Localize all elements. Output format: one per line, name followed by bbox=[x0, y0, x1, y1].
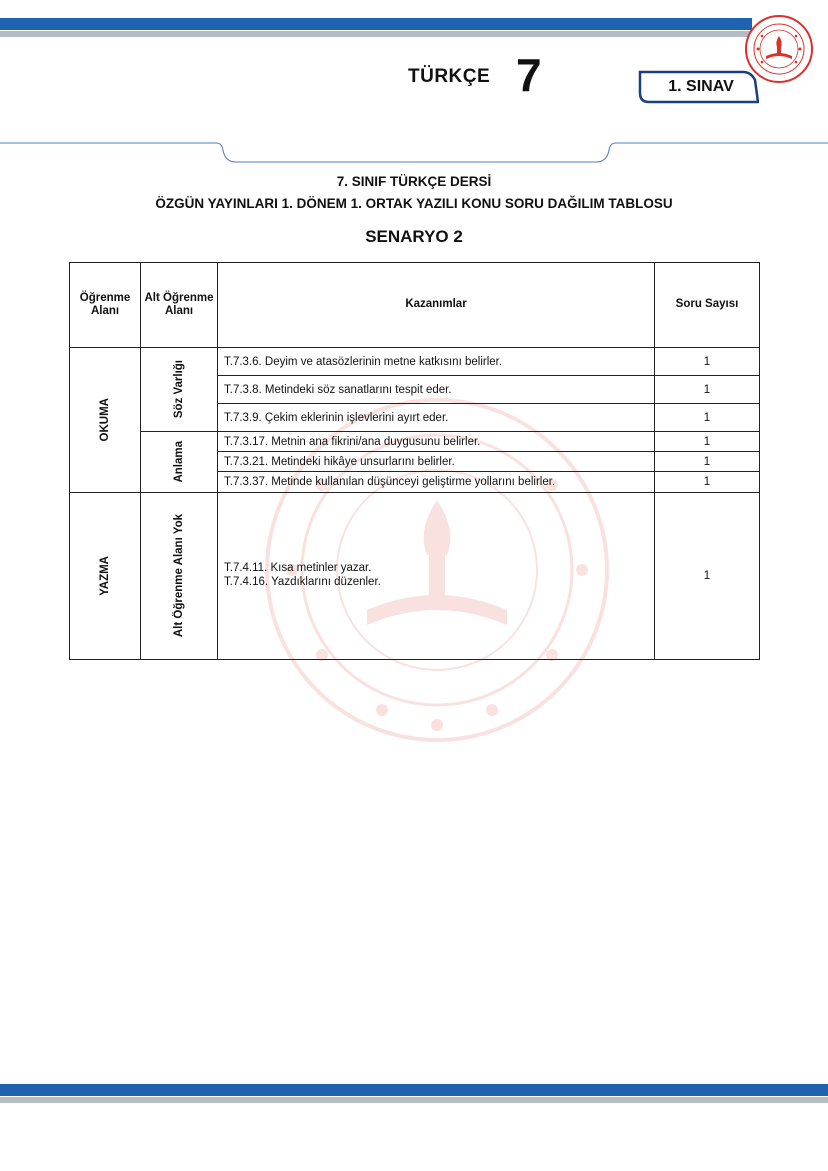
outcome-cell: T.7.3.21. Metindeki hikâye unsurlarını belirler. bbox=[218, 452, 655, 472]
outcome-line: T.7.4.11. Kısa metinler yazar. bbox=[224, 562, 372, 575]
outcome-cell: T.7.3.17. Metnin ana fikrini/ana duygusunu belirler. bbox=[218, 432, 655, 452]
question-distribution-table bbox=[69, 262, 760, 660]
grade-number: 7 bbox=[516, 49, 542, 101]
outcome-line: T.7.4.16. Yazdıklarını düzenler. bbox=[224, 576, 381, 588]
sub-area-cell-none bbox=[141, 493, 218, 660]
sub-area-label-none: Alt Öğrenme Alanı Yok bbox=[173, 514, 185, 638]
header-area: Öğrenme Alanı bbox=[70, 263, 141, 348]
table-row bbox=[70, 432, 760, 452]
bottom-blue-band bbox=[0, 1084, 828, 1096]
outcome-cell: T.7.3.37. Metinde kullanılan düşünceyi geliştirme yollarını belirler. bbox=[218, 472, 655, 493]
header-outcomes: Kazanımlar bbox=[218, 263, 655, 348]
area-cell-yazma bbox=[70, 493, 141, 660]
top-blue-band bbox=[0, 18, 752, 30]
table-row bbox=[70, 493, 760, 660]
count-cell: 1 bbox=[655, 493, 760, 660]
count-cell: 1 bbox=[655, 472, 760, 493]
sub-area-label-anlama: Anlama bbox=[173, 441, 185, 483]
sub-area-cell-soz-varligi bbox=[141, 348, 218, 432]
bottom-grey-band bbox=[0, 1097, 828, 1103]
count-cell: 1 bbox=[655, 404, 760, 432]
outcome-cell: T.7.3.8. Metindeki söz sanatlarını tespit eder. bbox=[218, 376, 655, 404]
count-cell: 1 bbox=[655, 348, 760, 376]
header-divider bbox=[0, 138, 828, 168]
exam-tab-label: 1. SINAV bbox=[668, 78, 734, 95]
count-cell: 1 bbox=[655, 432, 760, 452]
outcome-cell: T.7.3.9. Çekim eklerinin işlevlerini ayırt eder. bbox=[218, 404, 655, 432]
count-cell: 1 bbox=[655, 376, 760, 404]
outcome-cell-yazma bbox=[218, 493, 655, 660]
document-title-line2: ÖZGÜN YAYINLARI 1. DÖNEM 1. ORTAK YAZILI KONU SORU DAĞILIM TABLOSU bbox=[155, 196, 673, 211]
top-grey-band bbox=[0, 31, 752, 37]
sub-area-label-soz-varligi: Söz Varlığı bbox=[173, 360, 185, 419]
header-question-count: Soru Sayısı bbox=[655, 263, 760, 348]
count-cell: 1 bbox=[655, 452, 760, 472]
table-row bbox=[70, 348, 760, 376]
sub-area-cell-anlama bbox=[141, 432, 218, 493]
area-cell-okuma bbox=[70, 348, 141, 493]
area-label-okuma: OKUMA bbox=[99, 398, 111, 442]
area-label-yazma: YAZMA bbox=[99, 556, 111, 596]
header-sub-area: Alt Öğrenme Alanı bbox=[141, 263, 218, 348]
outcome-cell: T.7.3.6. Deyim ve atasözlerinin metne katkısını belirler. bbox=[218, 348, 655, 376]
table-header-row bbox=[70, 263, 760, 348]
scenario-title: SENARYO 2 bbox=[365, 227, 463, 246]
document-title-line1: 7. SINIF TÜRKÇE DERSİ bbox=[336, 174, 492, 189]
subject-title: TÜRKÇE bbox=[408, 66, 491, 87]
